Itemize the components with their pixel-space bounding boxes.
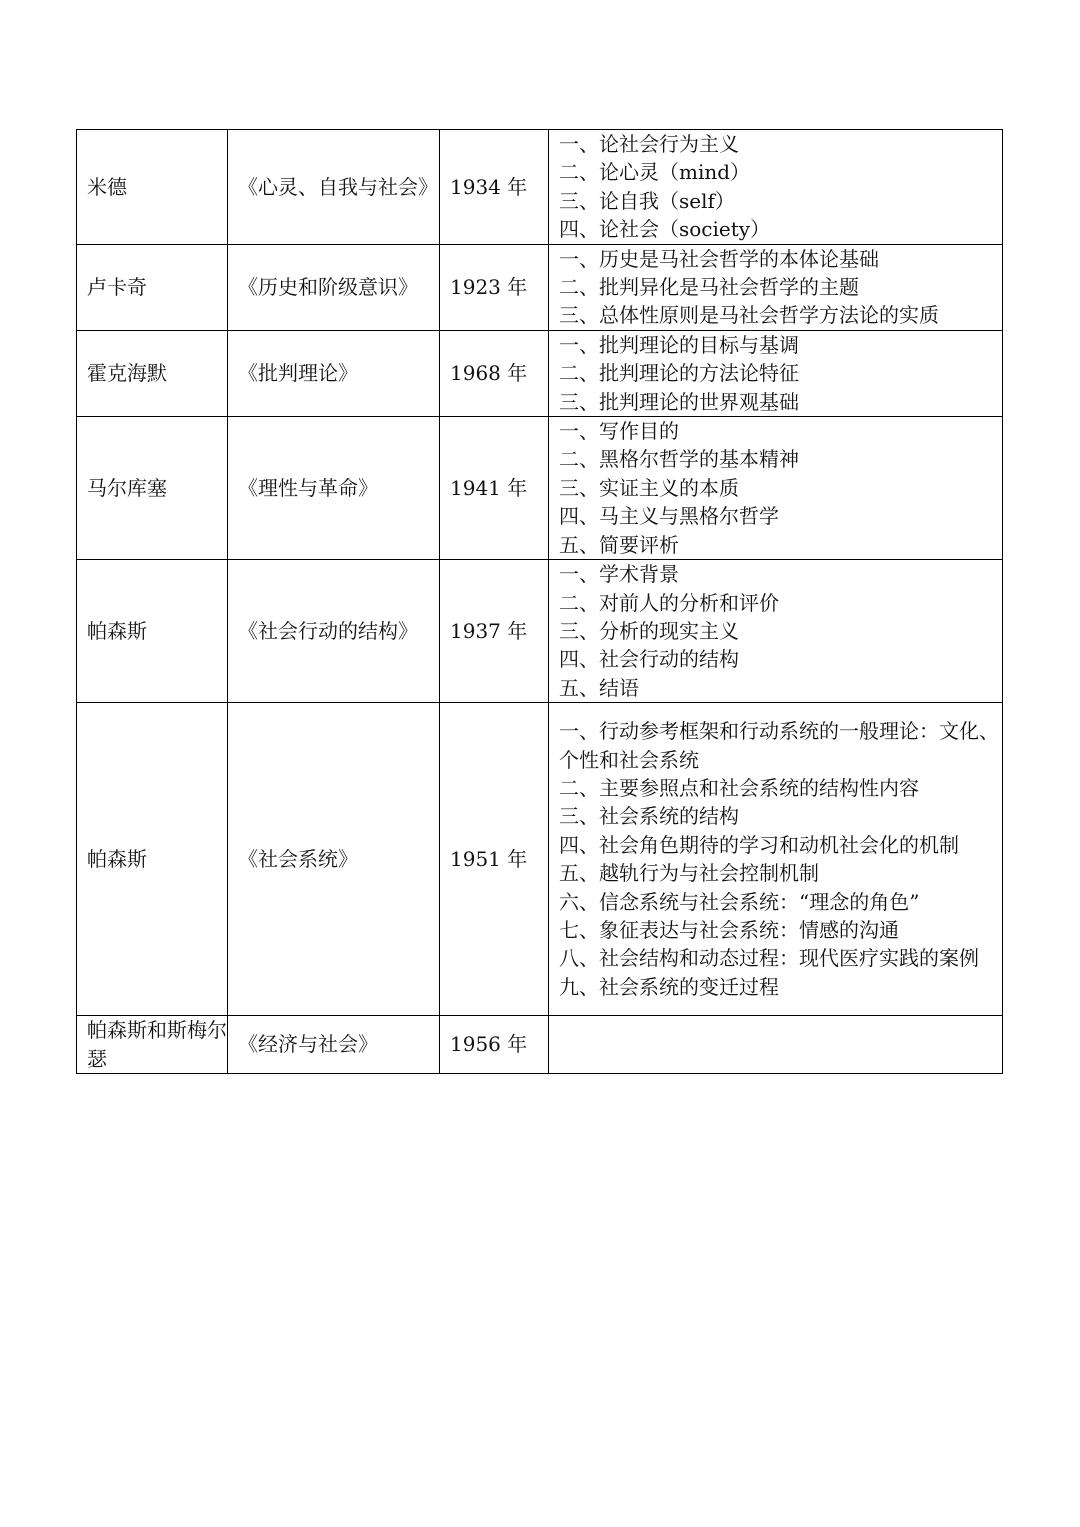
table-row [77,244,1003,330]
contents-line: 三、分析的现实主义 [559,618,739,643]
table-row [77,417,1003,560]
table-row [77,130,1003,245]
year-cell: 1941 年 [440,417,549,560]
contents-cell [549,560,1003,703]
contents-line: 九、社会系统的变迁过程 [559,974,779,999]
contents-cell [549,417,1003,560]
contents-line: 一、历史是马社会哲学的本体论基础 [559,246,879,271]
author-cell: 卢卡奇 [77,244,228,330]
contents-line: 五、结语 [559,675,639,700]
contents-line: 五、简要评析 [559,532,679,557]
author-cell: 米德 [77,130,228,245]
works-table [76,129,1003,1074]
contents-line: 一、写作目的 [559,419,679,444]
contents-line: 四、社会角色期待的学习和动机社会化的机制 [559,832,959,857]
contents-line: 四、论社会（society） [559,217,771,242]
contents-line: 二、论心灵（mind） [559,160,751,185]
contents-line: 三、总体性原则是马社会哲学方法论的实质 [559,303,939,328]
year-cell: 1937 年 [440,560,549,703]
year-cell: 1956 年 [440,1016,549,1074]
contents-cell [549,244,1003,330]
contents-line: 五、越轨行为与社会控制机制 [559,861,819,886]
author-cell: 帕森斯 [77,703,228,1016]
book-title-cell: 《社会行动的结构》 [228,560,440,703]
works-table-body [77,130,1003,1074]
table-row [77,1016,1003,1074]
year-cell: 1934 年 [440,130,549,245]
contents-line: 二、黑格尔哲学的基本精神 [559,447,799,472]
contents-line: 三、批判理论的世界观基础 [559,389,799,414]
contents-line: 二、批判理论的方法论特征 [559,361,799,386]
contents-cell [549,703,1003,1016]
contents-line: 一、学术背景 [559,562,679,587]
table-row [77,703,1003,1016]
contents-cell [549,130,1003,245]
year-cell: 1951 年 [440,703,549,1016]
contents-cell [549,330,1003,416]
contents-line: 八、社会结构和动态过程：现代医疗实践的案例 [559,946,979,971]
table-row [77,330,1003,416]
author-cell: 帕森斯和斯梅尔瑟 [77,1016,228,1074]
author-cell: 马尔库塞 [77,417,228,560]
contents-line: 三、社会系统的结构 [559,804,739,829]
contents-line: 二、主要参照点和社会系统的结构性内容 [559,775,919,800]
table-row [77,560,1003,703]
contents-line: 四、社会行动的结构 [559,647,739,672]
year-cell: 1968 年 [440,330,549,416]
author-cell: 霍克海默 [77,330,228,416]
year-cell: 1923 年 [440,244,549,330]
book-title-cell: 《批判理论》 [228,330,440,416]
book-title-cell: 《历史和阶级意识》 [228,244,440,330]
contents-line: 七、象征表达与社会系统：情感的沟通 [559,917,899,942]
contents-line: 三、实证主义的本质 [559,475,739,500]
contents-line: 四、马主义与黑格尔哲学 [559,504,779,529]
contents-line: 六、信念系统与社会系统：“理念的角色” [559,889,920,914]
book-title-cell: 《社会系统》 [228,703,440,1016]
contents-line: 一、批判理论的目标与基调 [559,332,799,357]
book-title-cell: 《经济与社会》 [228,1016,440,1074]
contents-line: 二、批判异化是马社会哲学的主题 [559,275,859,300]
contents-line: 一、论社会行为主义 [559,132,739,156]
contents-line: 三、论自我（self） [559,188,735,213]
contents-cell [549,1016,1003,1074]
book-title-cell: 《理性与革命》 [228,417,440,560]
book-title-cell: 《心灵、自我与社会》 [228,130,440,245]
contents-line: 二、对前人的分析和评价 [559,590,779,615]
author-cell: 帕森斯 [77,560,228,703]
contents-line: 一、行动参考框架和行动系统的一般理论：文化、个性和社会系统 [559,719,999,772]
